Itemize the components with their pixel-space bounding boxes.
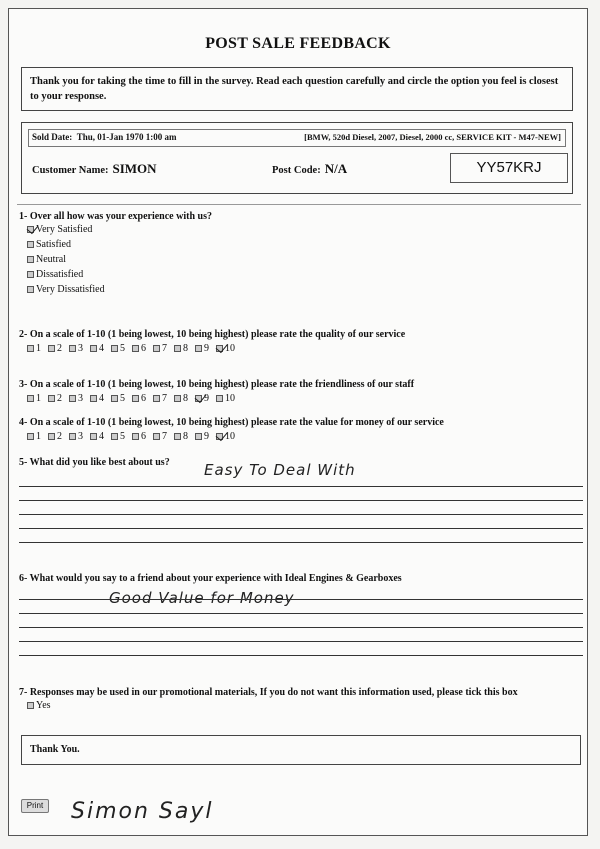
checkbox[interactable] [27,395,34,402]
scale-option[interactable] [174,343,195,354]
question-5: 5- What did you like best about us? [19,457,170,468]
vehicle-details: [BMW, 520d Diesel, 2007, Diesel, 2000 cc, SERVICE KIT - M47-NEW] [304,132,561,142]
checkbox[interactable] [153,395,160,402]
question-4: 4- On a scale of 1-10 (1 being lowest, 10 being highest) please rate the value for money of our service [19,417,444,428]
scale-option-label: 1 [36,393,41,404]
checkbox[interactable] [48,345,55,352]
sale-details-row [28,129,566,147]
q1-option-label: Very Dissatisfied [36,284,105,295]
checkbox[interactable] [69,345,76,352]
answer-line [19,641,583,642]
scale-option-label: 7 [162,431,167,442]
scale-option-label: 3 [78,431,83,442]
checkbox[interactable] [195,395,202,402]
answer-line [19,514,583,515]
checkbox[interactable] [111,433,118,440]
checkbox[interactable] [27,702,34,709]
signature: Simon Sayl [71,799,214,824]
checkbox[interactable] [153,433,160,440]
scale-option[interactable] [48,431,69,442]
scale-option-label: 4 [99,393,104,404]
scale-option-label: 2 [57,393,62,404]
scale-option-label: 1 [36,343,41,354]
scale-option-label: 8 [183,431,188,442]
question-3: 3- On a scale of 1-10 (1 being lowest, 10 being highest) please rate the friendliness of our staff [19,379,415,390]
scale-option-label: 10 [225,393,235,404]
scale-option-label: 10 [225,343,235,354]
question-3-scale [27,393,242,404]
checkbox[interactable] [111,395,118,402]
checkbox[interactable] [216,345,223,352]
scale-option-label: 5 [120,393,125,404]
scale-option[interactable] [48,343,69,354]
post-code [272,161,347,177]
q1-option-label: Satisfied [36,239,71,250]
scale-option[interactable] [90,343,111,354]
checkbox[interactable] [111,345,118,352]
q1-option[interactable] [27,239,71,250]
opt-out-label: Yes [36,700,51,711]
checkbox[interactable] [27,286,34,293]
question-6: 6- What would you say to a friend about your experience with Ideal Engines & Gearboxes [19,573,402,584]
checkbox[interactable] [174,395,181,402]
checkbox[interactable] [27,226,34,233]
checkbox[interactable] [216,433,223,440]
checkbox[interactable] [48,433,55,440]
intro-text: Thank you for taking the time to fill in the survey. Read each question carefully and circle the option you feel is closest to your response. [21,67,573,111]
checkbox[interactable] [153,345,160,352]
checkbox[interactable] [195,345,202,352]
scale-option-label: 5 [120,431,125,442]
scale-option[interactable] [111,431,132,442]
question-4-scale [27,431,242,442]
scale-option[interactable] [69,431,90,442]
checkbox[interactable] [132,395,139,402]
scale-option-label: 5 [120,343,125,354]
post-code-value: N/A [324,161,348,176]
scale-option[interactable] [27,343,48,354]
checkbox[interactable] [195,433,202,440]
q1-option[interactable] [27,269,83,280]
answer-line [19,613,583,614]
answer-line [19,599,583,600]
scale-option[interactable] [132,431,153,442]
scale-option-label: 8 [183,343,188,354]
answer-line [19,500,583,501]
q1-option-label: Dissatisfied [36,269,84,280]
scale-option-label: 6 [141,393,146,404]
post-code-label: Post Code: [272,165,321,176]
scale-option[interactable] [69,343,90,354]
scale-option-label: 4 [99,431,104,442]
scale-option-label: 7 [162,393,167,404]
question-2: 2- On a scale of 1-10 (1 being lowest, 10 being highest) please rate the quality of our service [19,329,406,340]
scale-option-label: 7 [162,343,167,354]
customer-name [32,161,157,177]
scale-option[interactable] [216,431,242,442]
checkbox[interactable] [69,433,76,440]
thank-you-box: Thank You. [21,735,581,765]
scale-option[interactable] [132,393,153,404]
checkbox[interactable] [27,345,34,352]
checkbox[interactable] [174,345,181,352]
question-5-answer[interactable]: Easy To Deal With [204,461,356,479]
sold-date-label: Sold Date: [32,132,73,142]
customer-name-value: SIMON [112,161,157,176]
answer-line [19,486,583,487]
customer-name-label: Customer Name: [32,165,109,176]
scale-option[interactable] [216,393,242,404]
scale-option[interactable] [48,393,69,404]
scale-option[interactable] [132,343,153,354]
scale-option-label: 8 [183,393,188,404]
checkbox[interactable] [48,395,55,402]
scale-option-label: 6 [141,431,146,442]
q1-option-label: Very Satisfied [36,224,93,235]
scale-option[interactable] [90,393,111,404]
answer-line [19,627,583,628]
opt-out-checkbox[interactable] [27,700,51,711]
scale-option[interactable] [111,393,132,404]
page-title: POST SALE FEEDBACK [205,35,391,52]
checkbox[interactable] [90,433,97,440]
scale-option[interactable] [195,431,216,442]
scale-option-label: 3 [78,343,83,354]
sold-date [32,132,177,142]
checkbox[interactable] [27,241,34,248]
q1-option-label: Neutral [36,254,66,265]
scale-option[interactable] [27,431,48,442]
checkbox[interactable] [27,256,34,263]
scale-option[interactable] [153,431,174,442]
answer-line [19,528,583,529]
checkbox[interactable] [132,433,139,440]
scale-option[interactable] [27,393,48,404]
answer-line [19,655,583,656]
question-6-answer[interactable]: Good Value for Money [109,589,295,607]
q1-option[interactable] [27,224,92,235]
checkbox[interactable] [69,395,76,402]
checkbox[interactable] [27,271,34,278]
scale-option[interactable] [174,431,195,442]
checkbox[interactable] [90,395,97,402]
q1-option[interactable] [27,254,66,265]
answer-line [19,542,583,543]
checkbox[interactable] [132,345,139,352]
scale-option[interactable] [153,393,174,404]
checkbox[interactable] [216,395,223,402]
scale-option[interactable] [153,343,174,354]
scale-option-label: 3 [78,393,83,404]
scale-option[interactable] [195,343,216,354]
scale-option-label: 2 [57,343,62,354]
checkbox[interactable] [27,433,34,440]
question-2-scale [27,343,242,354]
checkbox[interactable] [174,433,181,440]
checkbox[interactable] [90,345,97,352]
feedback-form [8,8,588,836]
sold-date-value: Thu, 01-Jan 1970 1:00 am [76,132,177,142]
scale-option[interactable] [111,343,132,354]
scale-option-label: 9 [204,431,209,442]
scale-option-label: 6 [141,343,146,354]
question-1: 1- Over all how was your experience with us? [19,211,212,222]
scale-option[interactable] [90,431,111,442]
scale-option-label: 10 [225,431,235,442]
scale-option[interactable] [195,393,216,404]
question-7: 7- Responses may be used in our promotional materials, If you do not want this information used, please tick this box [19,687,518,698]
scale-option-label: 1 [36,431,41,442]
q1-option[interactable] [27,284,105,295]
registration-plate: YY57KRJ [450,153,568,183]
customer-info-box [21,122,573,194]
scale-option-label: 4 [99,343,104,354]
scale-option-label: 2 [57,431,62,442]
scale-option-label: 9 [204,343,209,354]
scale-option[interactable] [216,343,242,354]
scale-option[interactable] [174,393,195,404]
scale-option[interactable] [69,393,90,404]
divider [17,204,581,205]
scale-option-label: 9 [204,393,209,404]
print-button[interactable]: Print [21,799,49,813]
